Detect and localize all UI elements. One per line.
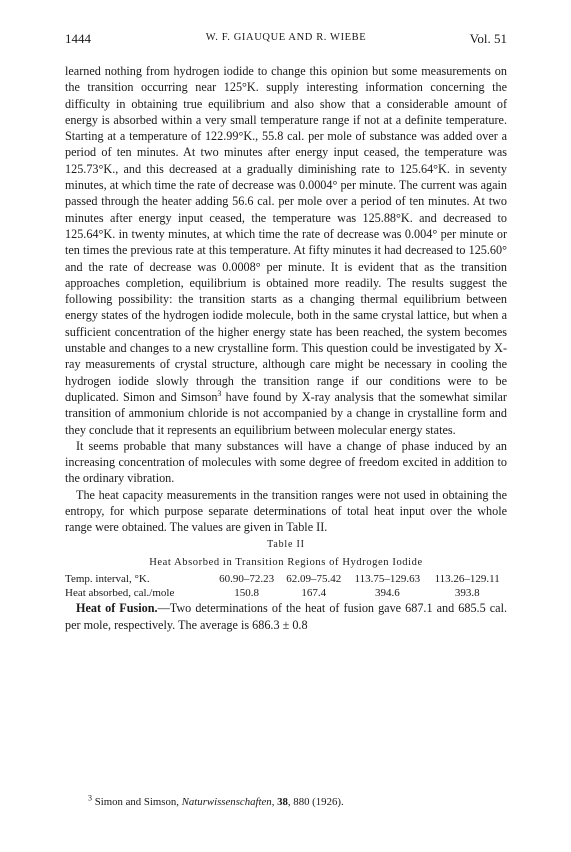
running-authors: W. F. GIAUQUE AND R. WIEBE: [205, 32, 367, 43]
footnote-ref: 3: [217, 388, 222, 398]
table-cell: 394.6: [374, 587, 400, 600]
table-cell: 167.4: [301, 587, 327, 600]
journal-volume: 38: [277, 796, 288, 808]
table-row: [65, 586, 507, 600]
table-cell: 150.8: [234, 587, 259, 600]
article-body: [65, 63, 507, 633]
data-table: [65, 572, 507, 600]
table-cell: 62.09–75.42: [286, 573, 342, 586]
table-cell: 60.90–72.23: [219, 573, 275, 586]
table-cell: 393.8: [454, 587, 480, 600]
journal-name: Naturwissenschaften: [181, 796, 272, 808]
paragraph-phase-change: It seems probable that many substances will have a change of phase induced by an increasing concentration of molecules with some degree of freedom excited in addition to the ordinary vibration.: [65, 438, 507, 486]
running-header: [65, 31, 507, 49]
table-title: Heat Absorbed in Transition Regions of Hydrogen Iodide: [149, 556, 423, 568]
footnote: $^3$ Simon and Simson, Naturwissenschaften, 38, 880 (1926).: [88, 793, 344, 808]
table-row: [65, 572, 507, 586]
footnote-mark: 3: [88, 793, 92, 803]
section-heading: Heat of Fusion.: [76, 601, 158, 616]
table-cell: 113.26–129.11: [434, 573, 500, 586]
page-number: 1444: [65, 31, 91, 46]
row-label: Temp. interval, °K.: [65, 573, 150, 586]
table-cell: 113.75–129.63: [354, 573, 421, 586]
paragraph-transition: learned nothing from hydrogen iodide to change this opinion but some measurements on the transition occurring near 125°K. supply interesting information concerning the difficulty in obtaining true equilibrium and also show that a considerable amount of energy is absorbed within a very small temperature range if not at a definite temperature. Starting at a temperature of 122.99°K., 55.8 cal. per mole of substance was added over a period of ten minutes. At two minutes after energy input ceased, the temperature was 125.73°K., and this decreased at a gradually diminishing rate to 125.64°K. in seventy minutes, at which time the rate of decrease was 0.0004° per minute. The current was again passed through the heater adding 56.6 cal. per mole over a period of ten minutes. At two minutes after energy input ceased, the temperature was 125.88°K. and decreased to 125.64°K. in twenty minutes, at which time the rate of decrease was 0.004° per minute or ten times the previous rate at this temperature. At fifty minutes it had decreased to 125.60° and the rate of decrease was 0.0008° per minute. It is evident that as the transition approaches completion, equilibrium is obtained more readily. The results suggest the following possibility: the transition starts as a changing thermal equilibrium between energy states of the hydrogen iodide molecule, both in the same crystal lattice, but when a sufficient concentration of the higher energy state has been reached, the system becomes unstable and changes to a new crystalline form. This question could be investigated by X-ray measurements of crystal structure, although care might be necessary in cooling the hydrogen iodide slowly through the transition range if our conditions were to be duplicated. Simon and Simson$^3$ have found by X-ray analysis that the somewhat similar transition of ammonium chloride is not accompanied by a change in crystalline form and they conclude that it represents an equilibrium between molecular energy states.: [65, 64, 507, 437]
row-label: Heat absorbed, cal./mole: [65, 587, 175, 600]
paragraph-heat-capacity: The heat capacity measurements in the transition ranges were not used in obtaining the entropy, for which purpose separate determinations of total heat input over the whole range were obtained. The values are given in Table II.: [65, 487, 507, 535]
table-caption: Table II: [267, 538, 305, 550]
volume-label: Vol. 51: [469, 31, 507, 46]
paragraph-heat-of-fusion: Heat of Fusion.—Two determinations of the heat of fusion gave 687.1 and 685.5 cal. per mole, respectively. The average is 686.3 ± 0.8: [65, 601, 508, 632]
